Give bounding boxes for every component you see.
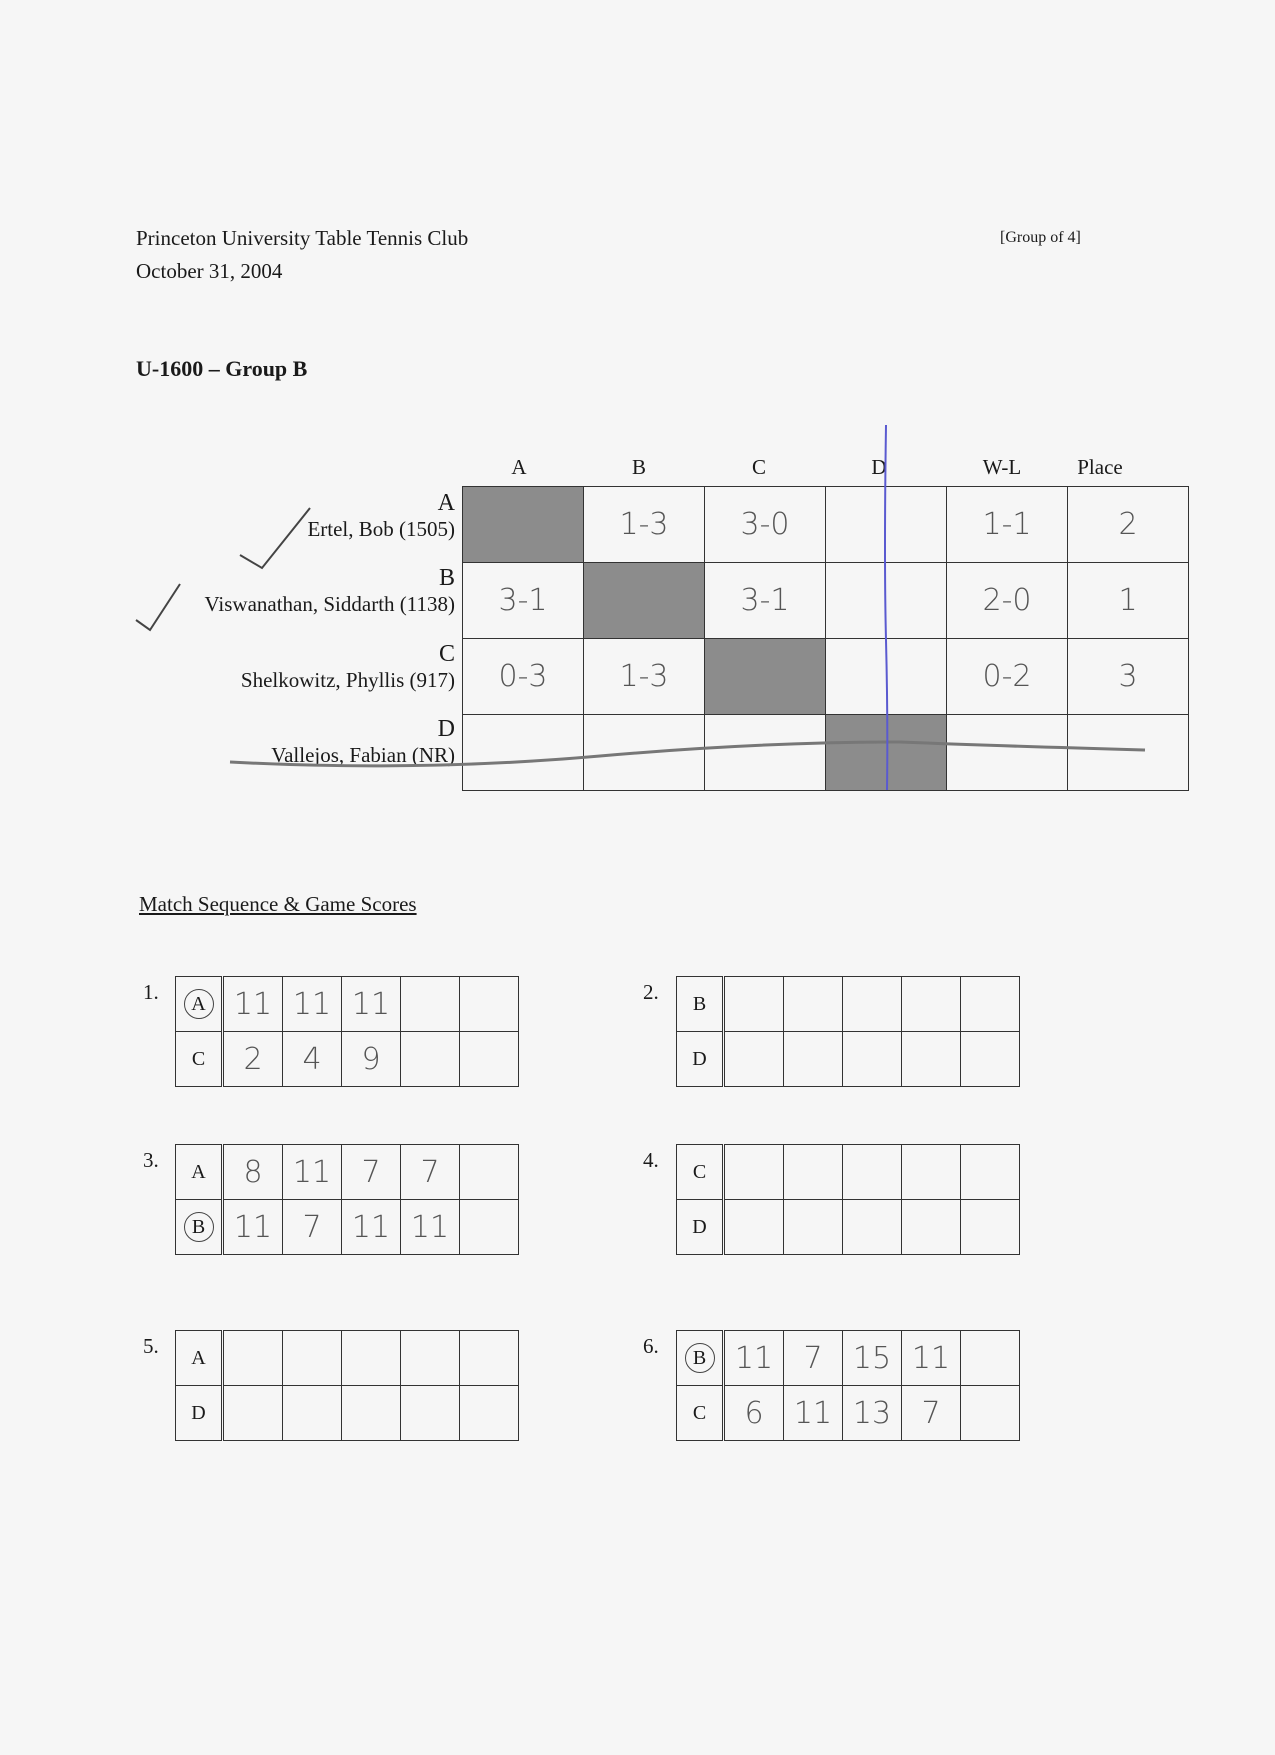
score-cell: 7 [784, 1331, 843, 1386]
match-number: 3. [143, 1148, 159, 1172]
score-cell [460, 1200, 519, 1255]
rr-cell: 1-3 [584, 639, 705, 715]
score-cell [902, 977, 961, 1032]
score-cell: 11 [902, 1331, 961, 1386]
score-cell [460, 977, 519, 1032]
event-date: October 31, 2004 [136, 259, 283, 283]
match-section-title: Match Sequence & Game Scores [139, 892, 417, 916]
player-c-letter: C [438, 641, 455, 667]
player-b-letter: B [438, 565, 455, 591]
rr-cell: 3-0 [705, 487, 826, 563]
match-3-grid [175, 1144, 519, 1255]
strike-line-d [230, 742, 1145, 766]
score-cell: 11 [401, 1200, 460, 1255]
score-cell [961, 1386, 1020, 1441]
score-cell [460, 1145, 519, 1200]
score-cell [724, 1145, 784, 1200]
score-cell [961, 977, 1020, 1032]
rr-cell: 3-1 [705, 563, 826, 639]
event-title: U-1600 – Group B [136, 356, 308, 381]
score-cell [961, 1145, 1020, 1200]
match-number: 5. [143, 1334, 159, 1358]
score-cell: 11 [223, 977, 283, 1032]
match-player-bottom: C [677, 1386, 724, 1441]
score-cell [902, 1145, 961, 1200]
match-2-grid [676, 976, 1020, 1087]
match-player-bottom: D [677, 1200, 724, 1255]
col-header-b: B [631, 455, 646, 479]
match-1-grid [175, 976, 519, 1087]
col-header-wl: W-L [982, 455, 1022, 479]
score-cell [961, 1032, 1020, 1087]
score-cell: 11 [342, 977, 401, 1032]
score-cell: 7 [401, 1145, 460, 1200]
match-player-top: A [176, 1331, 223, 1386]
club-name: Princeton University Table Tennis Club [136, 226, 469, 250]
match-player-top: B [677, 977, 724, 1032]
score-cell [724, 977, 784, 1032]
score-cell [223, 1386, 283, 1441]
check-mark-b [136, 584, 180, 630]
score-cell [401, 977, 460, 1032]
score-cell [961, 1331, 1020, 1386]
match-number: 1. [143, 980, 159, 1004]
rr-cell-wl: 2-0 [947, 563, 1068, 639]
rr-cell: 0-3 [463, 639, 584, 715]
score-cell [902, 1032, 961, 1087]
player-b-name: Viswanathan, Siddarth (1138) [204, 592, 455, 616]
match-player-top: C [677, 1145, 724, 1200]
score-cell [843, 1200, 902, 1255]
score-cell: 6 [724, 1386, 784, 1441]
rr-cell: 3-1 [463, 563, 584, 639]
player-a-letter: A [437, 490, 455, 516]
score-cell [724, 1032, 784, 1087]
score-cell: 8 [223, 1145, 283, 1200]
score-cell [784, 1200, 843, 1255]
col-header-c: C [751, 455, 766, 479]
match-player-top: A [176, 1145, 223, 1200]
score-cell: 11 [283, 1145, 342, 1200]
rr-cell-place: 3 [1068, 639, 1189, 715]
rr-cell-wl: 0-2 [947, 639, 1068, 715]
score-cell [283, 1386, 342, 1441]
score-cell: 11 [724, 1331, 784, 1386]
score-cell [401, 1331, 460, 1386]
score-cell [784, 977, 843, 1032]
score-cell: 7 [342, 1145, 401, 1200]
match-player-top: B [677, 1331, 724, 1386]
score-cell [784, 1032, 843, 1087]
match-number: 4. [643, 1148, 659, 1172]
score-cell [283, 1331, 342, 1386]
score-cell [843, 1032, 902, 1087]
score-cell [401, 1386, 460, 1441]
score-cell [460, 1032, 519, 1087]
player-d-letter: D [437, 716, 455, 742]
score-cell: 15 [843, 1331, 902, 1386]
rr-cell: 1-3 [584, 487, 705, 563]
score-cell [724, 1200, 784, 1255]
match-player-top: A [176, 977, 223, 1032]
score-cell: 11 [784, 1386, 843, 1441]
match-player-bottom: D [677, 1032, 724, 1087]
score-cell: 7 [902, 1386, 961, 1441]
col-header-place: Place [1077, 455, 1123, 479]
score-cell: 11 [283, 977, 342, 1032]
match-player-bottom: B [176, 1200, 223, 1255]
player-d-name: Vallejos, Fabian (NR) [271, 743, 455, 767]
score-cell [460, 1331, 519, 1386]
score-cell: 11 [342, 1200, 401, 1255]
player-a-name: Ertel, Bob (1505) [307, 517, 455, 541]
score-cell: 13 [843, 1386, 902, 1441]
match-number: 2. [643, 980, 659, 1004]
match-player-bottom: D [176, 1386, 223, 1441]
score-cell: 2 [223, 1032, 283, 1087]
match-5-grid [175, 1330, 519, 1441]
match-player-bottom: C [176, 1032, 223, 1087]
check-mark-a [240, 508, 310, 568]
match-6-grid [676, 1330, 1020, 1441]
score-cell [223, 1331, 283, 1386]
score-cell [460, 1386, 519, 1441]
col-header-a: A [511, 455, 527, 479]
rr-cell-place: 1 [1068, 563, 1189, 639]
match-4-grid [676, 1144, 1020, 1255]
score-cell [961, 1200, 1020, 1255]
score-cell [342, 1386, 401, 1441]
score-cell: 7 [283, 1200, 342, 1255]
score-cell [784, 1145, 843, 1200]
score-cell [843, 977, 902, 1032]
rr-cell-place: 2 [1068, 487, 1189, 563]
score-cell [342, 1331, 401, 1386]
score-cell [902, 1200, 961, 1255]
col-header-d: D [871, 455, 887, 479]
score-cell: 11 [223, 1200, 283, 1255]
player-c-name: Shelkowitz, Phyllis (917) [240, 668, 455, 692]
blue-vertical-line [885, 425, 887, 790]
score-cell: 9 [342, 1032, 401, 1087]
group-size-tag: [Group of 4] [1000, 229, 1081, 246]
score-cell [843, 1145, 902, 1200]
score-cell: 4 [283, 1032, 342, 1087]
score-cell [401, 1032, 460, 1087]
match-number: 6. [643, 1334, 659, 1358]
rr-cell-wl: 1-1 [947, 487, 1068, 563]
